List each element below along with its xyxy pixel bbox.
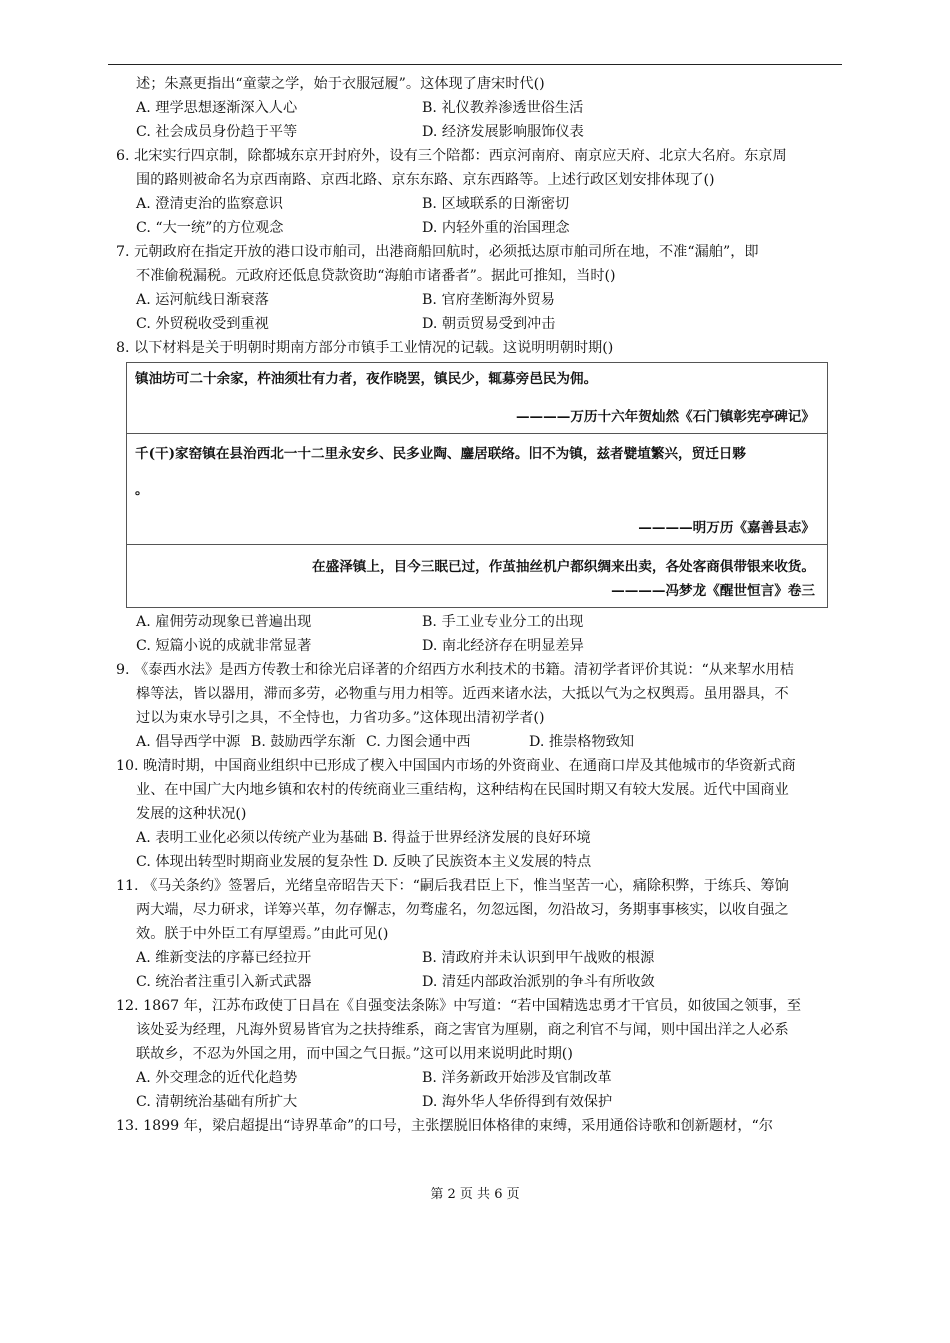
q9-stem-1: 9. 《泰西水法》是西方传教士和徐光启译著的介绍西方水利技术的书籍。清初学者评价其说：“从来挈水用桔 bbox=[116, 662, 794, 678]
q10-stem-3: 发展的这种状况() bbox=[136, 806, 247, 822]
q11-stem-1: 11. 《马关条约》签署后，光绪皇帝昭告天下：“嗣后我君臣上下，惟当坚苦一心，痛除积弊，于练兵、筹饷 bbox=[116, 878, 789, 894]
q8-material-3-source: ————冯梦龙《醒世恒言》卷三 bbox=[611, 583, 815, 599]
q11-option-b: B. 清政府并未认识到甲午战败的根源 bbox=[422, 950, 655, 966]
q12-options-ab bbox=[116, 1066, 836, 1090]
q8-material-2 bbox=[127, 433, 827, 544]
q8-material-1 bbox=[127, 363, 827, 433]
q7-option-b: B. 官府垄断海外贸易 bbox=[422, 292, 555, 308]
q6-stem-1: 6. 北宋实行四京制，除都城东京开封府外，设有三个陪都：西京河南府、南京应天府、北京大名府。东京周 bbox=[116, 148, 787, 164]
q8-options-cd bbox=[116, 634, 836, 658]
q6-stem-2: 围的路则被命名为京西南路、京西北路、京东东路、京东西路等。上述行政区划安排体现了() bbox=[136, 172, 715, 188]
q5-options-ab bbox=[116, 96, 836, 120]
q13-stem-1: 13. 1899 年，梁启超提出“诗界革命”的口号，主张摆脱旧体格律的束缚，采用通俗诗歌和创新题材，“尔 bbox=[116, 1118, 773, 1134]
q10-options-cd: C. 体现出转型时期商业发展的复杂性 D. 反映了民族资本主义发展的特点 bbox=[136, 854, 592, 870]
q8-material-2-source: ————明万历《嘉善县志》 bbox=[638, 520, 815, 536]
q11-option-a: A. 维新变法的序幕已经拉开 bbox=[136, 950, 312, 966]
q11-stem-3: 效。朕于中外臣工有厚望焉。”由此可见() bbox=[136, 926, 389, 942]
q11-options-cd bbox=[116, 970, 836, 994]
q9-options bbox=[116, 730, 836, 754]
header-rule bbox=[108, 64, 842, 65]
q7-options-ab bbox=[116, 288, 836, 312]
q6-option-b: B. 区域联系的日渐密切 bbox=[422, 196, 570, 212]
q5-stem: 述；朱熹更指出“童蒙之学，始于衣服冠履”。这体现了唐宋时代() bbox=[136, 76, 545, 92]
q11-stem-2: 两大端，尽力研求，详筹兴革，勿存懈志，勿骛虚名，勿忽远图，勿沿故习，务期事事核实，以收自强之 bbox=[136, 902, 789, 918]
page-footer: 第 2 页 共 6 页 bbox=[430, 1187, 520, 1202]
q8-material-2-text-end: 。 bbox=[135, 482, 149, 498]
q6-option-a: A. 澄清吏治的监察意识 bbox=[136, 196, 283, 212]
q12-options-cd bbox=[116, 1090, 836, 1114]
q12-stem-1: 12. 1867 年，江苏布政使丁日昌在《自强变法条陈》中写道：“若中国精选忠勇才干官员，如彼国之领事，至 bbox=[116, 998, 802, 1014]
q8-material-1-source: ————万历十六年贺灿然《石门镇彰宪亭碑记》 bbox=[515, 409, 815, 425]
q9-option-c: C. 力图会通中西 bbox=[366, 734, 471, 750]
q9-option-d: D. 推崇格物致知 bbox=[529, 734, 635, 750]
q12-option-b: B. 洋务新政开始涉及官制改革 bbox=[422, 1070, 612, 1086]
q5-option-a: A. 理学思想逐渐深入人心 bbox=[136, 100, 298, 116]
q8-option-d: D. 南北经济存在明显差异 bbox=[422, 638, 584, 654]
q7-option-c: C. 外贸税收受到重视 bbox=[136, 316, 269, 332]
q12-stem-3: 联故乡，不忍为外国之用，而中国之气日振。”这可以用来说明此时期() bbox=[136, 1046, 573, 1062]
q8-material-box bbox=[126, 362, 828, 608]
q8-option-c: C. 短篇小说的成就非常显著 bbox=[136, 638, 312, 654]
q6-option-d: D. 内轻外重的治国理念 bbox=[422, 220, 570, 236]
q9-option-a: A. 倡导西学中源 bbox=[136, 734, 241, 750]
q8-options-ab bbox=[116, 610, 836, 634]
q8-material-3-text: 在盛泽镇上，目今三眠已过，作茧抽丝机户都织绸来出卖，各处客商俱带银来收货。 bbox=[312, 559, 815, 575]
q11-options-ab bbox=[116, 946, 836, 970]
q9-option-b: B. 鼓励西学东渐 bbox=[250, 734, 356, 750]
exam-page bbox=[116, 72, 836, 1138]
q6-options-ab bbox=[116, 192, 836, 216]
q8-option-a: A. 雇佣劳动现象已普遍出现 bbox=[136, 614, 312, 630]
q8-material-3 bbox=[127, 544, 827, 607]
q6-options-cd bbox=[116, 216, 836, 240]
q7-options-cd bbox=[116, 312, 836, 336]
q11-option-d: D. 清廷内部政治派别的争斗有所收敛 bbox=[422, 974, 655, 990]
q8-material-1-text: 镇油坊可二十余家，杵油须壮有力者，夜作晓罢，镇民少，辄募旁邑民为佣。 bbox=[135, 371, 598, 387]
q8-material-2-text: 千(干)家窑镇在县治西北一十二里永安乡、民多业陶、鏖居联络。旧不为镇，兹者甓埴繁兴，贸迁日夥 bbox=[135, 446, 746, 462]
q7-option-d: D. 朝贡贸易受到冲击 bbox=[422, 316, 556, 332]
q5-option-b: B. 礼仪教养渗透世俗生活 bbox=[422, 100, 584, 116]
q12-stem-2: 该处妥为经理，凡海外贸易皆官为之扶持维系，商之害官为厘剔，商之利官不与闻，则中国出洋之人必系 bbox=[136, 1022, 789, 1038]
q12-option-a: A. 外交理念的近代化趋势 bbox=[136, 1070, 298, 1086]
q12-option-d: D. 海外华人华侨得到有效保护 bbox=[422, 1094, 613, 1110]
q8-stem: 8. 以下材料是关于明朝时期南方部分市镇手工业情况的记载。这说明明朝时期() bbox=[116, 340, 614, 356]
q10-stem-2: 业、在中国广大内地乡镇和农村的传统商业三重结构，这种结构在民国时期又有较大发展。近代中国商业 bbox=[136, 782, 789, 798]
q11-option-c: C. 统治者注重引入新式武器 bbox=[136, 974, 312, 990]
q5-options-cd bbox=[116, 120, 836, 144]
q12-option-c: C. 清朝统治基础有所扩大 bbox=[136, 1094, 298, 1110]
q8-option-b: B. 手工业专业分工的出现 bbox=[422, 614, 584, 630]
q9-stem-3: 过以为束水导引之具，不全恃也，力省功多。”这体现出清初学者() bbox=[136, 710, 545, 726]
q7-option-a: A. 运河航线日渐衰落 bbox=[136, 292, 269, 308]
q5-option-c: C. 社会成员身份趋于平等 bbox=[136, 124, 298, 140]
q9-stem-2: 槔等法，皆以器用，滞而多劳，必物重与用力相等。近西来诸水法，大抵以气为之权舆焉。虽用器具，不 bbox=[136, 686, 789, 702]
q10-options-ab: A. 表明工业化必须以传统产业为基础 B. 得益于世界经济发展的良好环境 bbox=[136, 830, 591, 846]
q7-stem-1: 7. 元朝政府在指定开放的港口设市舶司，出港商船回航时，必须抵达原市舶司所在地，不准“漏舶”，即 bbox=[116, 244, 759, 260]
q10-stem-1: 10. 晚清时期，中国商业组织中已形成了楔入中国国内市场的外资商业、在通商口岸及其他城市的华资新式商 bbox=[116, 758, 796, 774]
q5-option-d: D. 经济发展影响服饰仪表 bbox=[422, 124, 584, 140]
q6-option-c: C. “大一统”的方位观念 bbox=[136, 220, 284, 236]
q7-stem-2: 不准偷税漏税。元政府还低息贷款资助“海舶市诸番者”。据此可推知，当时() bbox=[136, 268, 616, 284]
